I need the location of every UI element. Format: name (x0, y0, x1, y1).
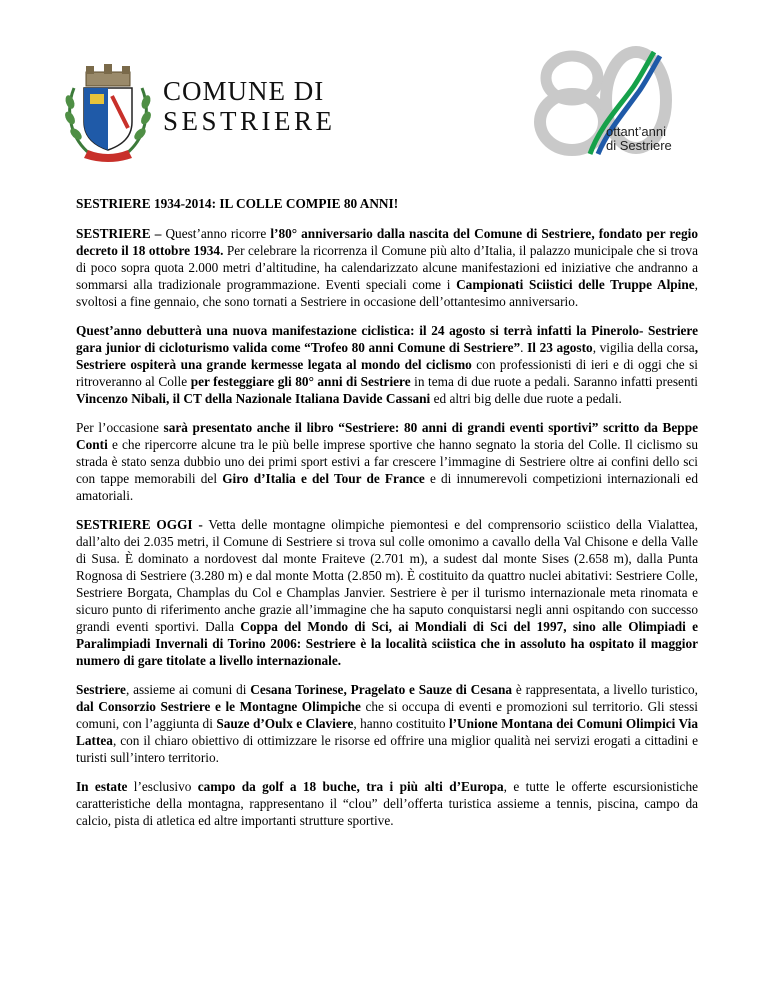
p5-bold-5: l’Unione Montana dei Comuni Olimpici Via Lattea (76, 716, 698, 748)
p2-bold-2: Il 23 agosto (527, 340, 593, 355)
paragraph-intro (76, 225, 698, 310)
anniversary-caption-line1: ottant’anni (606, 124, 666, 139)
document-title: SESTRIERE 1934-2014: IL COLLE COMPIE 80 ANNI! (76, 196, 399, 211)
p1-text-2: Per celebrare la ricorrenza il Comune più alto d’Italia, il palazzo municipale che si trova di poco sopra quota 2.000 metri d’altitudine, ha calendarizzato alcune manifestazioni ed iniziative che andranno a sommarsi alla tradizionale programmazione. Eventi speciali come i (76, 243, 698, 292)
paragraph-cycling (76, 322, 698, 407)
p3-bold-1: sarà presentato anche il libro “Sestriere: 80 anni di grandi eventi sportivi” scritto da Beppe Conti (76, 420, 698, 452)
p1-text-3: , svoltosi a fine gennaio, che sono tornati a Sestriere in occasione dell’ottantesimo anniversario. (76, 277, 698, 309)
p2-bold-4: per festeggiare gli 80° anni di Sestriere (190, 374, 411, 389)
p3-text-1: Per l’occasione (76, 420, 164, 435)
p5-bold-2: Cesana Torinese, Pragelato e Sauze di Cesana (250, 682, 513, 697)
municipal-crest-icon (60, 58, 156, 162)
p2-bold-3: , Sestriere ospiterà una grande kermesse legata al mondo del ciclismo (76, 340, 699, 372)
p5-text-4: , hanno costituito (353, 716, 449, 731)
p2-text-5: ed altri big delle due ruote a pedali. (430, 391, 622, 406)
paragraph-book (76, 419, 698, 504)
p3-bold-2: Giro d’Italia e del Tour de France (222, 471, 425, 486)
p2-bold-5: Vincenzo Nibali, il CT della Nazionale Italiana Davide Cassani (76, 391, 431, 406)
p4-bold-1: SESTRIERE OGGI - (76, 517, 203, 532)
p3-text-3: e di innumerevoli competizioni internazionali ed amatoriali. (76, 471, 698, 503)
anniversary-caption (606, 125, 672, 153)
p5-text-5: , con il chiaro obiettivo di ottimizzare le risorse ed offrire una miglior qualità nei servizi erogati a cittadini e turisti sull’intero territorio. (76, 733, 698, 765)
p2-text-2: , vigilia della corsa (592, 340, 695, 355)
p5-bold-4: Sauze d’Oulx e Claviere (216, 716, 354, 731)
p2-text-4: in tema di due ruote a pedali. Saranno infatti presenti (410, 374, 698, 389)
municipality-name (163, 76, 336, 136)
p5-text-1: , assieme ai comuni di (125, 682, 251, 697)
p1-bold-1: SESTRIERE – (76, 226, 162, 241)
p1-text-1: Quest’anno ricorre (161, 226, 271, 241)
paragraph-summer (76, 778, 698, 829)
eighty-number: 80 (588, 108, 589, 109)
p1-bold-3: Campionati Sciistici delle Truppe Alpine (456, 277, 695, 292)
p4-bold-2: Coppa del Mondo di Sci, ai Mondiali di Sci del 1997, sino alle Olimpiadi e Paralimpiadi Invernali di Torino 2006: Sestriere è la località sciistica che in assoluto ha ospitato il maggior numero di gare titolate a livello internazionale. (76, 619, 698, 668)
press-release-body (76, 195, 698, 841)
p6-bold-2: campo da golf a 18 buche, tra i più alti d’Europa (197, 779, 504, 794)
p5-text-3: che si occupa di eventi e promozioni sul territorio. Gli stessi comuni, con l’aggiunta di (76, 699, 699, 731)
p2-text-1: . (520, 340, 528, 355)
municipality-name-line2: SESTRIERE (163, 106, 336, 136)
letterhead (0, 0, 768, 180)
municipality-name-line1: COMUNE DI (163, 76, 325, 106)
anniversary-caption-line2: di Sestriere (606, 138, 672, 153)
p5-bold-3: dal Consorzio Sestriere e le Montagne Olimpiche (76, 699, 361, 714)
p6-text-1: l’esclusivo (127, 779, 198, 794)
paragraph-tourism (76, 681, 698, 766)
p6-text-2: , e tutte le offerte escursionistiche caratteristiche della montagna, rappresentano il “clou” dell’offerta turistica assieme a tennis, piscina, campo da calcio, pista di atletica ed altre importanti strutture sportive. (76, 779, 698, 828)
paragraph-sestriere-today (76, 516, 698, 669)
p5-bold-1: Sestriere (76, 682, 126, 697)
p6-bold-1: In estate (76, 779, 128, 794)
p3-text-2: e che ripercorre alcune tra le più belle imprese sportive che hanno segnato la storia del Colle. Il ciclismo su strada è stato senza dubbio uno dei primi sport estivi a far crescere l’immagine di Sestriere oltre ai confini dello sci con tappe memorabili del (76, 437, 698, 486)
p1-bold-2: l’80° anniversario dalla nascita del Comune di Sestriere, fondato per regio decreto il 18 ottobre 1934. (76, 226, 698, 258)
p4-text-1: Vetta delle montagne olimpiche piemontesi e del comprensorio sciistico della Vialattea, dall’alto dei 2.035 metri, il Comune di Sestriere si trova sul colle omonimo a cavallo della Val Chisone e della Valle di Susa. È dominato a nordovest dal monte Fraiteve (2.701 m), a sudest dal monte Sises (2.658 m), dalla Punta Rognosa di Sestriere (3.280 m) e dal monte Motta (2.850 m). È costituito da quattro nuclei abitativi: Sestriere Colle, Sestriere Borgata, Champlas du Col e Champlas Janvier. Sestriere è per il turismo internazionale meta rinomata e sicuro punto di riferimento anche grazie all’immagine che ha saputo conquistarsi negli anni ospitando con successo grandi eventi sportivi. Dalla (76, 517, 698, 634)
p5-text-2: è rappresentata, a livello turistico, (512, 682, 698, 697)
p2-text-3: con professionisti di ieri e di oggi che si ritroveranno al Colle (76, 357, 698, 389)
p2-bold-1: Quest’anno debutterà una nuova manifestazione ciclistica: il 24 agosto si terrà infatti la Pinerolo- Sestriere gara junior di cicloturismo valida come “Trofeo 80 anni Comune di Sestriere” (76, 323, 698, 355)
